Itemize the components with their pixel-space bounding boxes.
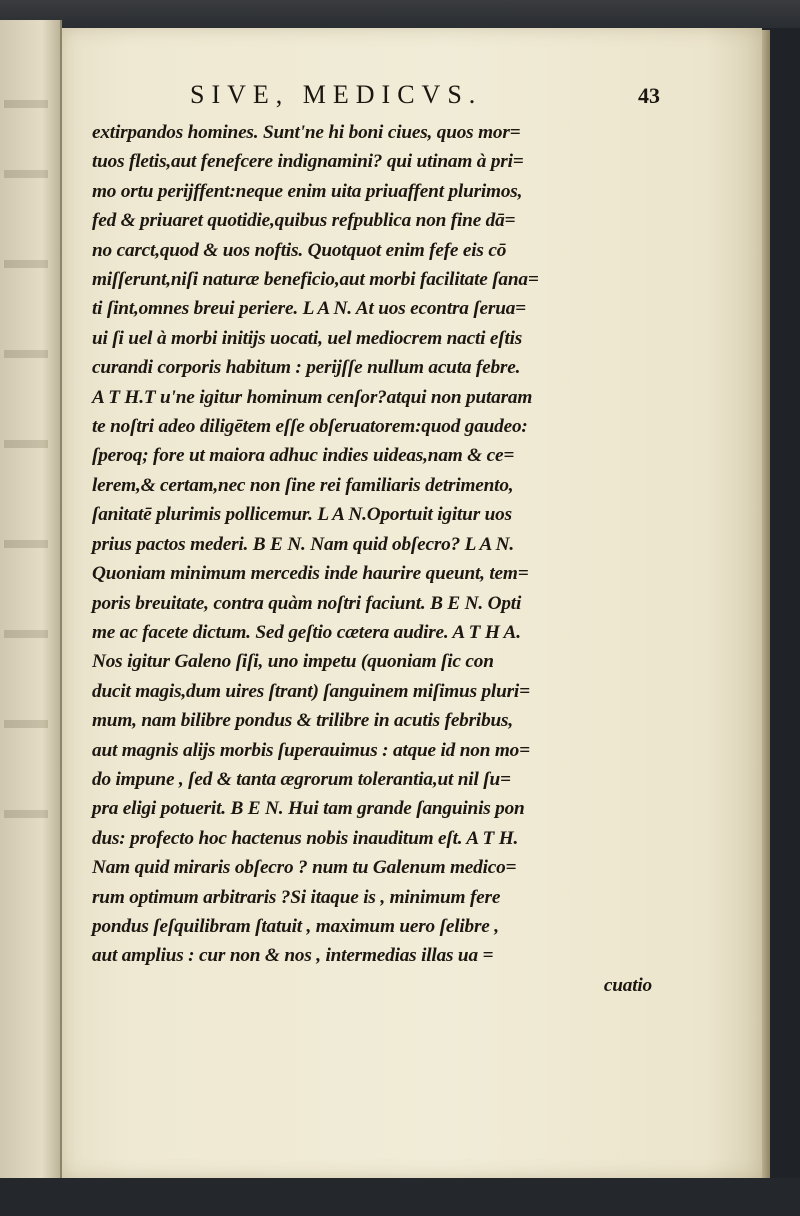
- text-line: pra eligi potuerit. B E N. Hui tam grande ſanguinis pon: [92, 798, 525, 820]
- page-fore-edge: [762, 30, 770, 1180]
- text-line: fed & priuaret quotidie,quibus refpublica non fine dā=: [92, 210, 516, 232]
- text-line: dus: profecto hoc hactenus nobis inauditum eſt. A T H.: [92, 827, 519, 849]
- running-head-title: SIVE, MEDICVS.: [190, 80, 483, 109]
- text-line: ſanitatē plurimis pollicemur. L A N.Oportuit igitur uos: [92, 504, 512, 526]
- text-line: mo ortu perijffent:neque enim uita priuaffent plurimos,: [92, 180, 523, 202]
- scan-background-bottom: [0, 1178, 800, 1216]
- text-line: tuos fletis,aut fenefcere indignamini? qui utinam à pri=: [92, 151, 524, 173]
- text-line: ſperoq; fore ut maiora adhuc indies uideas,nam & ce=: [92, 445, 515, 467]
- text-line: ui ſi uel à morbi initijs uocati, uel mediocrem nacti eſtis: [92, 327, 523, 349]
- text-line: aut magnis alijs morbis ſuperauimus : atque id non mo=: [92, 739, 530, 761]
- running-head: [120, 80, 660, 110]
- text-line: pondus ſeſquilibram ſtatuit , maximum uero ſelibre ,: [92, 915, 499, 937]
- text-line: curandi corporis habitum : perijſſe nullum acuta febre.: [92, 357, 521, 379]
- text-line: prius pactos mederi. B E N. Nam quid obſecro? L A N.: [92, 533, 515, 555]
- text-line: do impune , ſed & tanta ægrorum tolerantia,ut nil ſu=: [92, 768, 511, 790]
- text-line: Quoniam minimum mercedis inde haurire queunt, tem=: [92, 563, 529, 585]
- body-text: [92, 118, 652, 1000]
- text-line: aut amplius : cur non & nos , intermedias illas ua =: [92, 945, 494, 967]
- text-line: extirpandos homines. Sunt'ne hi boni ciues, quos mor=: [92, 122, 521, 143]
- text-line: no carct,quod & uos noftis. Quotquot enim fefe eis cō: [92, 239, 507, 261]
- text-line: me ac facete dictum. Sed geſtio cætera audire. A T H A.: [92, 621, 521, 643]
- text-line: lerem,& certam,nec non ſine rei familiaris detrimento,: [92, 474, 514, 496]
- text-line: ducit magis,dum uires ſtrant) ſanguinem miſimus pluri=: [92, 680, 530, 702]
- text-line: Nos igitur Galeno ſiſi, uno impetu (quoniam ſic con: [92, 651, 494, 673]
- text-line: poris breuitate, contra quàm noſtri faciunt. B E N. Opti: [92, 592, 522, 614]
- scan-background-top: [0, 0, 800, 28]
- text-line: rum optimum arbitraris ?Si itaque is , minimum fere: [92, 886, 501, 908]
- text-line: Nam quid miraris obſecro ? num tu Galenum medico=: [92, 857, 517, 879]
- page-number: 43: [638, 83, 660, 108]
- catchword: cuatio: [603, 974, 652, 996]
- text-line: A T H.T u'ne igitur hominum cenſor?atqui non putaram: [92, 386, 533, 408]
- text-line: te noſtri adeo diligētem eſſe obſeruatorem:quod gaudeo:: [92, 416, 528, 438]
- facing-page-edge: [0, 20, 62, 1190]
- text-line: miſſerunt,niſi naturæ beneficio,aut morbi facilitate ſana=: [92, 269, 539, 291]
- text-line: ti ſint,omnes breui periere. L A N. At uos econtra ſerua=: [92, 298, 526, 320]
- text-line: mum, nam bilibre pondus & trilibre in acutis febribus,: [92, 710, 513, 732]
